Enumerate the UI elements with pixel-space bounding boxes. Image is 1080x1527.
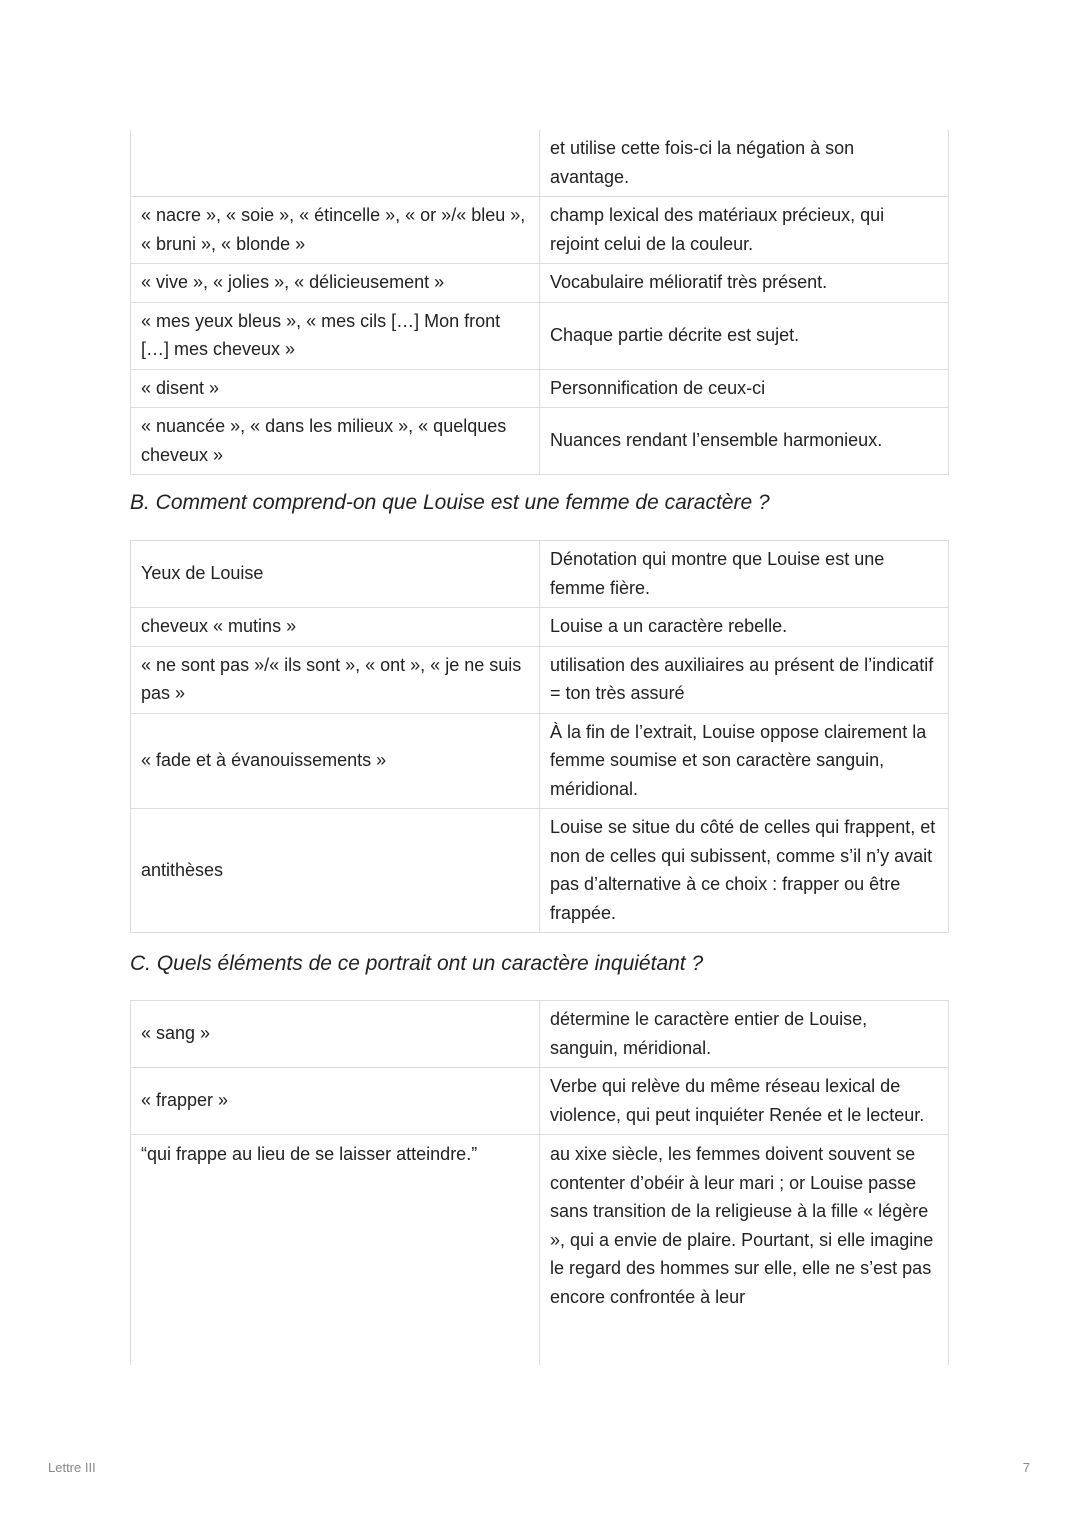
analysis-table-b bbox=[130, 540, 949, 933]
table-row bbox=[131, 302, 949, 369]
analysis-cell: Personnification de ceux-ci bbox=[540, 369, 949, 408]
quote-cell: antithèses bbox=[131, 809, 540, 933]
analysis-cell: Chaque partie décrite est sujet. bbox=[540, 302, 949, 369]
table-row bbox=[131, 713, 949, 809]
analysis-cell: Louise a un caractère rebelle. bbox=[540, 608, 949, 647]
table-row bbox=[131, 608, 949, 647]
analysis-table-a bbox=[130, 130, 949, 475]
section-b-heading: B. Comment comprend-on que Louise est une femme de caractère ? bbox=[130, 491, 770, 514]
analysis-cell: et utilise cette fois-ci la négation à son avantage. bbox=[540, 130, 949, 197]
quote-cell: « disent » bbox=[131, 369, 540, 408]
quote-cell: cheveux « mutins » bbox=[131, 608, 540, 647]
analysis-cell: détermine le caractère entier de Louise, sanguin, méridional. bbox=[540, 1001, 949, 1068]
analysis-cell: utilisation des auxiliaires au présent de l’indicatif = ton très assuré bbox=[540, 646, 949, 713]
analysis-cell: Dénotation qui montre que Louise est une femme fière. bbox=[540, 541, 949, 608]
quote-cell: « vive », « jolies », « délicieusement » bbox=[131, 264, 540, 303]
table-row bbox=[131, 541, 949, 608]
quote-cell: « frapper » bbox=[131, 1068, 540, 1135]
table-row bbox=[131, 130, 949, 197]
analysis-table-c bbox=[130, 1000, 949, 1365]
table-row bbox=[131, 369, 949, 408]
table-row bbox=[131, 408, 949, 475]
table-row bbox=[131, 197, 949, 264]
quote-cell bbox=[131, 130, 540, 197]
analysis-cell: Verbe qui relève du même réseau lexical de violence, qui peut inquiéter Renée et le lecteur. bbox=[540, 1068, 949, 1135]
table-row bbox=[131, 646, 949, 713]
page-number: 7 bbox=[1022, 1460, 1030, 1475]
table-row bbox=[131, 1135, 949, 1366]
analysis-cell: Vocabulaire mélioratif très présent. bbox=[540, 264, 949, 303]
quote-cell: « fade et à évanouissements » bbox=[131, 713, 540, 809]
analysis-cell: au xixe siècle, les femmes doivent souvent se contenter d’obéir à leur mari ; or Louise passe sans transition de la religieuse à la fille « légère », qui a envie de plaire. Pourtant, si elle imagine le regard des hommes sur elle, elle ne s’est pas encore confrontée à leur bbox=[540, 1135, 949, 1366]
analysis-cell: champ lexical des matériaux précieux, qui rejoint celui de la couleur. bbox=[540, 197, 949, 264]
table-row bbox=[131, 1068, 949, 1135]
section-c-heading: C. Quels éléments de ce portrait ont un caractère inquiétant ? bbox=[130, 952, 704, 975]
table-row bbox=[131, 1001, 949, 1068]
analysis-cell: Louise se situe du côté de celles qui frappent, et non de celles qui subissent, comme s’il n’y avait pas d’alternative à ce choix : frapper ou être frappée. bbox=[540, 809, 949, 933]
table-row bbox=[131, 264, 949, 303]
quote-cell: Yeux de Louise bbox=[131, 541, 540, 608]
analysis-cell: Nuances rendant l’ensemble harmonieux. bbox=[540, 408, 949, 475]
quote-cell: « nacre », « soie », « étincelle », « or »/« bleu », « bruni », « blonde » bbox=[131, 197, 540, 264]
footer-document-title: Lettre III bbox=[48, 1460, 96, 1475]
quote-cell: « ne sont pas »/« ils sont », « ont », « je ne suis pas » bbox=[131, 646, 540, 713]
table-row bbox=[131, 809, 949, 933]
quote-cell: “qui frappe au lieu de se laisser atteindre.” bbox=[131, 1135, 540, 1366]
quote-cell: « mes yeux bleus », « mes cils […] Mon front […] mes cheveux » bbox=[131, 302, 540, 369]
quote-cell: « nuancée », « dans les milieux », « quelques cheveux » bbox=[131, 408, 540, 475]
quote-cell: « sang » bbox=[131, 1001, 540, 1068]
analysis-cell: À la fin de l’extrait, Louise oppose clairement la femme soumise et son caractère sanguin, méridional. bbox=[540, 713, 949, 809]
